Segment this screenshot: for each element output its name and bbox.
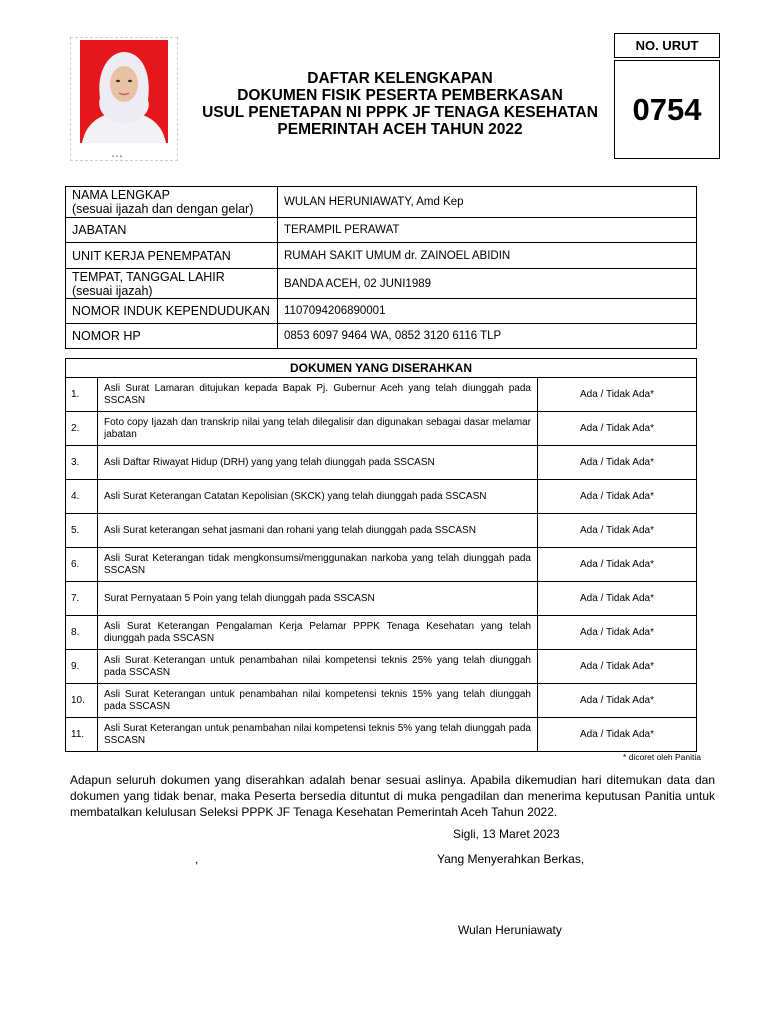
document-status: Ada / Tidak Ada* xyxy=(538,480,697,514)
applicant-info-table xyxy=(65,186,697,349)
document-title xyxy=(195,70,605,138)
info-label-main: TEMPAT, TANGGAL LAHIR xyxy=(72,269,225,284)
document-status: Ada / Tidak Ada* xyxy=(538,718,697,752)
title-line-1: DAFTAR KELENGKAPAN xyxy=(307,70,493,87)
document-row xyxy=(66,548,697,582)
document-row xyxy=(66,616,697,650)
info-row-nik xyxy=(66,299,697,324)
document-description: Asli Surat keterangan sehat jasmani dan rohani yang telah diunggah pada SSCASN xyxy=(98,514,538,548)
document-status: Ada / Tidak Ada* xyxy=(538,514,697,548)
info-label: UNIT KERJA PENEMPATAN xyxy=(66,243,278,269)
document-description: Foto copy Ijazah dan transkrip nilai yang telah dilegalisir dan digunakan sebagai dasar melamar jabatan xyxy=(98,412,538,446)
document-status: Ada / Tidak Ada* xyxy=(538,548,697,582)
document-row xyxy=(66,650,697,684)
document-status: Ada / Tidak Ada* xyxy=(538,412,697,446)
info-label-main: NAMA LENGKAP xyxy=(72,188,170,202)
documents-table xyxy=(65,358,697,752)
info-row-unit-kerja xyxy=(66,243,697,269)
info-value-nik: 1107094206890001 xyxy=(278,299,697,324)
place-date: Sigli, 13 Maret 2023 xyxy=(453,827,560,841)
info-row-jabatan xyxy=(66,218,697,243)
document-status: Ada / Tidak Ada* xyxy=(538,650,697,684)
no-urut-value: 0754 xyxy=(614,60,720,159)
document-number: 9. xyxy=(66,650,98,684)
document-row xyxy=(66,582,697,616)
document-row xyxy=(66,378,697,412)
info-value-ttl: BANDA ACEH, 02 JUNI1989 xyxy=(278,269,697,299)
document-row xyxy=(66,684,697,718)
info-label: NOMOR HP xyxy=(66,324,278,349)
document-number: 6. xyxy=(66,548,98,582)
title-line-4: PEMERINTAH ACEH TAHUN 2022 xyxy=(277,121,523,138)
document-row xyxy=(66,514,697,548)
info-value-nama: WULAN HERUNIAWATY, Amd Kep xyxy=(278,187,697,218)
document-number: 2. xyxy=(66,412,98,446)
signer-name: Wulan Heruniawaty xyxy=(458,923,562,937)
info-value-unit-kerja: RUMAH SAKIT UMUM dr. ZAINOEL ABIDIN xyxy=(278,243,697,269)
document-status: Ada / Tidak Ada* xyxy=(538,582,697,616)
document-row xyxy=(66,718,697,752)
title-line-2: DOKUMEN FISIK PESERTA PEMBERKASAN xyxy=(237,87,563,104)
info-row-hp xyxy=(66,324,697,349)
document-status: Ada / Tidak Ada* xyxy=(538,684,697,718)
document-number: 10. xyxy=(66,684,98,718)
photo-caption: ▪ ▪ ▪ xyxy=(112,154,122,160)
info-row-nama xyxy=(66,187,697,218)
document-number: 3. xyxy=(66,446,98,480)
document-number: 7. xyxy=(66,582,98,616)
document-description: Asli Surat Keterangan untuk penambahan nilai kompetensi teknis 5% yang telah diunggah pada SSCASN xyxy=(98,718,538,752)
document-description: Asli Surat Keterangan Pengalaman Kerja Pelamar PPPK Tenaga Kesehatan yang telah diunggah pada SSCASN xyxy=(98,616,538,650)
documents-header: DOKUMEN YANG DISERAHKAN xyxy=(66,359,697,378)
document-row xyxy=(66,412,697,446)
info-label: NOMOR INDUK KEPENDUDUKAN xyxy=(66,299,278,324)
info-row-ttl xyxy=(66,269,697,299)
document-description: Asli Surat Keterangan untuk penambahan nilai kompetensi teknis 15% yang telah diunggah pada SSCASN xyxy=(98,684,538,718)
left-mark: , xyxy=(195,852,199,866)
document-status: Ada / Tidak Ada* xyxy=(538,378,697,412)
info-value-jabatan: TERAMPIL PERAWAT xyxy=(278,218,697,243)
info-value-hp: 0853 6097 9464 WA, 0852 3120 6116 TLP xyxy=(278,324,697,349)
document-description: Asli Surat Lamaran ditujukan kepada Bapak Pj. Gubernur Aceh yang telah diunggah pada SSCASN xyxy=(98,378,538,412)
info-label xyxy=(66,269,278,299)
document-status: Ada / Tidak Ada* xyxy=(538,446,697,480)
documents-header-row xyxy=(66,359,697,378)
applicant-photo xyxy=(80,40,168,143)
no-urut-label: NO. URUT xyxy=(614,33,720,58)
document-number: 8. xyxy=(66,616,98,650)
person-photo-icon xyxy=(80,40,168,143)
statement-paragraph: Adapun seluruh dokumen yang diserahkan adalah benar sesuai aslinya. Apabila dikemudian hari ditemukan data dan dokumen yang tidak benar, maka Peserta bersedia dituntut di muka pengadilan dan menerima keputusan Panitia untuk membatalkan kelulusan Seleksi PPPK JF Tenaga Kesehatan Pemerintah Aceh Tahun 2022. xyxy=(70,773,715,819)
document-row xyxy=(66,446,697,480)
document-row xyxy=(66,480,697,514)
info-label xyxy=(66,187,278,218)
info-label-sub: (sesuai ijazah dan dengan gelar) xyxy=(72,202,254,216)
document-number: 5. xyxy=(66,514,98,548)
document-description: Asli Surat Keterangan Catatan Kepolisian (SKCK) yang telah diunggah pada SSCASN xyxy=(98,480,538,514)
document-status: Ada / Tidak Ada* xyxy=(538,616,697,650)
footnote: * dicoret oleh Panitia xyxy=(623,752,701,762)
signer-title: Yang Menyerahkan Berkas, xyxy=(437,852,585,866)
document-description: Asli Surat Keterangan tidak mengkonsumsi/menggunakan narkoba yang telah diunggah pada SSCASN xyxy=(98,548,538,582)
document-description: Surat Pernyataan 5 Poin yang telah diunggah pada SSCASN xyxy=(98,582,538,616)
info-label-sub: (sesuai ijazah) xyxy=(72,283,153,298)
title-line-3: USUL PENETAPAN NI PPPK JF TENAGA KESEHATAN xyxy=(202,104,598,121)
document-description: Asli Surat Keterangan untuk penambahan nilai kompetensi teknis 25% yang telah diunggah pada SSCASN xyxy=(98,650,538,684)
document-number: 11. xyxy=(66,718,98,752)
document-number: 1. xyxy=(66,378,98,412)
document-number: 4. xyxy=(66,480,98,514)
document-description: Asli Daftar Riwayat Hidup (DRH) yang yang telah diunggah pada SSCASN xyxy=(98,446,538,480)
info-label: JABATAN xyxy=(66,218,278,243)
